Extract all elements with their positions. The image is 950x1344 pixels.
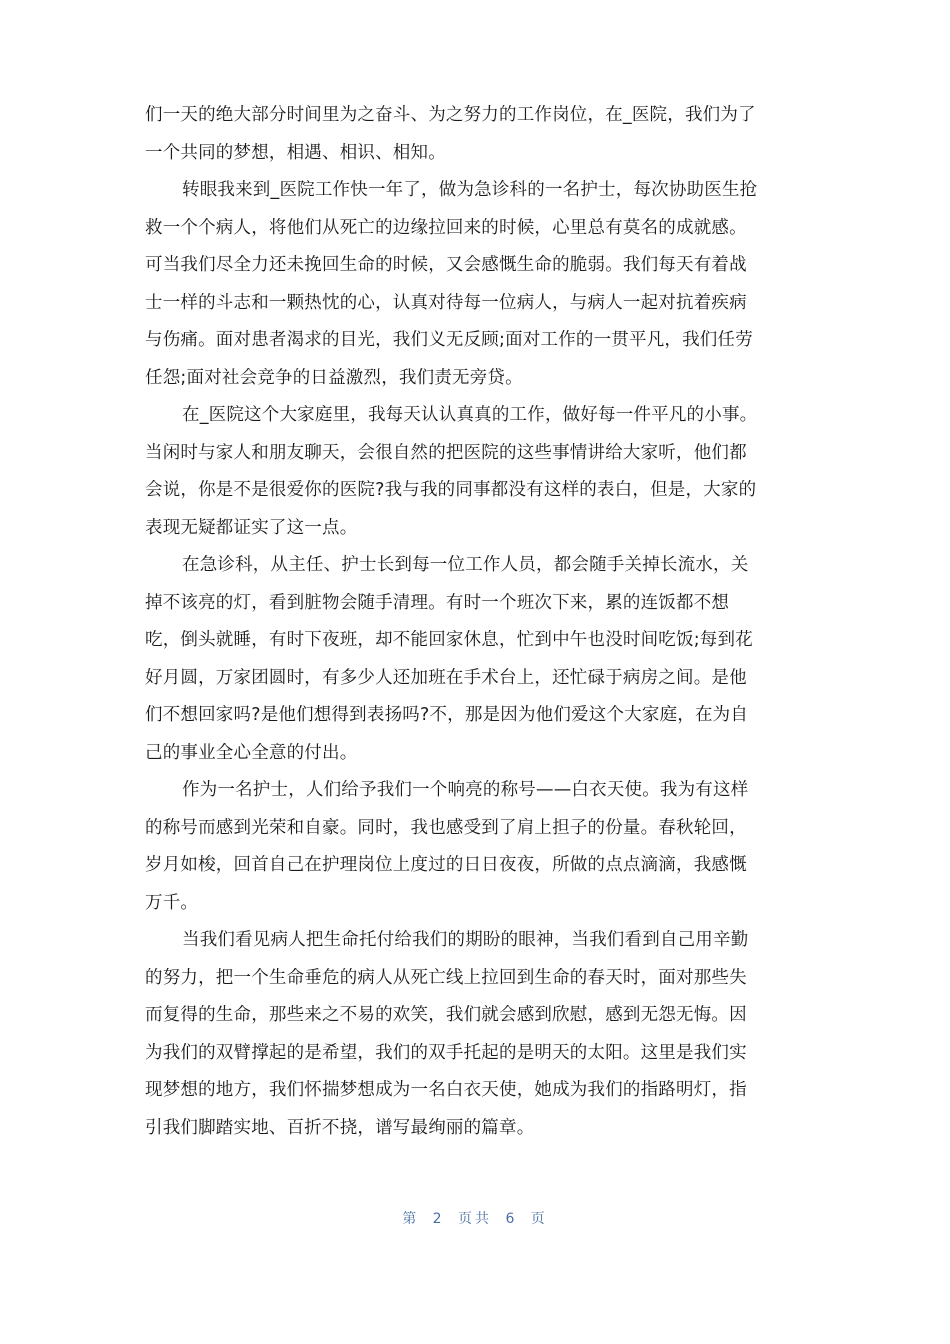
text-line: 可当我们尽全力还未挽回生命的时候，又会感慨生命的脆弱。我们每天有着战 <box>145 255 747 275</box>
text-line: 的努力，把一个生命垂危的病人从死亡线上拉回到生命的春天时，面对那些失 <box>145 967 747 988</box>
text-line: 现梦想的地方，我们怀揣梦想成为一名白衣天使，她成为我们的指路明灯，指 <box>145 1080 747 1100</box>
document-body <box>145 97 807 1147</box>
text-line: 岁月如梭，回首自己在护理岗位上度过的日日夜夜，所做的点点滴滴，我感慨 <box>145 855 747 875</box>
page-number-footer: 第 2 页共 6 页 <box>402 1211 548 1227</box>
text-line: 掉不该亮的灯，看到脏物会随手清理。有时一个班次下来，累的连饭都不想 <box>145 592 730 613</box>
text-line: 士一样的斗志和一颗热忱的心，认真对待每一位病人，与病人一起对抗着疾病 <box>145 292 747 313</box>
text-line: 的称号而感到光荣和自豪。同时，我也感受到了肩上担子的份量。春秋轮回， <box>145 817 747 838</box>
text-line: 会说，你是不是很爱你的医院?我与我的同事都没有这样的表白，但是，大家的 <box>145 480 757 500</box>
text-line: 己的事业全心全意的付出。 <box>145 742 358 763</box>
text-line: 万千。 <box>145 892 199 913</box>
text-line: 在_医院这个大家庭里，我每天认认真真的工作，做好每一件平凡的小事。 <box>182 405 758 425</box>
text-line: 表现无疑都证实了这一点。 <box>145 517 358 538</box>
text-line: 当我们看见病人把生命托付给我们的期盼的眼神，当我们看到自己用辛勤 <box>182 930 749 950</box>
text-line: 一个共同的梦想，相遇、相识、相知。 <box>145 142 446 163</box>
text-line: 们不想回家吗?是他们想得到表扬吗?不，那是因为他们爱这个大家庭，在为自 <box>145 705 749 725</box>
text-line: 而复得的生命，那些来之不易的欢笑，我们就会感到欣慰，感到无怨无悔。因 <box>145 1005 747 1025</box>
text-line: 当闲时与家人和朋友聊天，会很自然的把医院的这些事情讲给大家听，他们都 <box>145 442 747 463</box>
text-line: 好月圆，万家团圆时，有多少人还加班在手术台上，还忙碌于病房之间。是他 <box>145 667 747 688</box>
text-line: 救一个个病人，将他们从死亡的边缘拉回来的时候，心里总有莫名的成就感。 <box>145 217 747 238</box>
text-line: 为我们的双臂撑起的是希望，我们的双手托起的是明天的太阳。这里是我们实 <box>145 1042 747 1063</box>
text-line: 吃，倒头就睡，有时下夜班，却不能回家休息，忙到中午也没时间吃饭;每到花 <box>145 630 753 650</box>
text-line: 转眼我来到_医院工作快一年了，做为急诊科的一名护士，每次协助医生抢 <box>182 180 758 200</box>
text-line: 任怨;面对社会竞争的日益激烈，我们责无旁贷。 <box>145 367 523 388</box>
text-line: 引我们脚踏实地、百折不挠，谱写最绚丽的篇章。 <box>145 1117 535 1138</box>
text-line: 在急诊科，从主任、护士长到每一位工作人员，都会随手关掉长流水，关 <box>182 555 749 575</box>
text-line: 作为一名护士，人们给予我们一个响亮的称号——白衣天使。我为有这样 <box>182 780 749 800</box>
text-line: 与伤痛。面对患者渴求的目光，我们义无反顾;面对工作的一贯平凡，我们任劳 <box>145 330 753 350</box>
text-line: 们一天的绝大部分时间里为之奋斗、为之努力的工作岗位，在_医院，我们为了 <box>145 105 756 125</box>
